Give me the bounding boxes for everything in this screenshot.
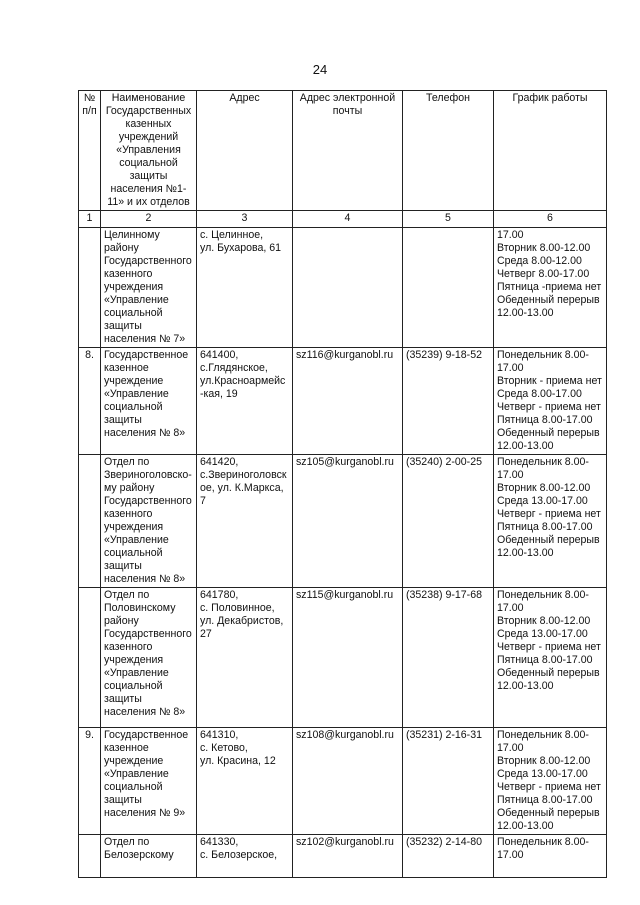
schedule-line: Понедельник 8.00- [497,729,589,741]
schedule-line: Понедельник 8.00- [497,836,589,848]
cell-schedule [494,228,607,348]
cell-number [79,228,101,348]
schedule-line: 12.00-13.00 [497,547,554,559]
cell-email: sz116@kurganobl.ru [293,348,403,455]
cell-number: 9. [79,728,101,835]
schedule-line: Обеденный перерыв [497,807,600,819]
page-number: 24 [312,62,328,77]
column-index: 3 [197,211,293,228]
schedule-line: 12.00-13.00 [497,680,554,692]
schedule-line: 12.00-13.00 [497,820,554,832]
cell-institution-name: Целинному району Государственного казенного учреждения «Управление социальной защиты населения № 7» [101,228,197,348]
cell-schedule [494,728,607,835]
schedule-line: Обеденный перерыв [497,667,600,679]
schedule-line: Пятница 8.00-17.00 [497,654,593,666]
cell-schedule [494,348,607,455]
column-index: 2 [101,211,197,228]
cell-institution-name: Отдел по Белозерскому [101,835,197,878]
schedule-line: Четверг - приема нет [497,641,601,653]
cell-phone: (35240) 2-00-25 [403,455,494,588]
cell-phone: (35232) 2-14-80 [403,835,494,878]
schedule-line: Вторник 8.00-12.00 [497,755,591,767]
schedule-line: Понедельник 8.00- [497,349,589,361]
schedule-line: Вторник 8.00-12.00 [497,482,591,494]
table-row [79,728,607,835]
schedule-line: 17.00 [497,602,524,614]
table-row [79,455,607,588]
cell-email: sz108@kurganobl.ru [293,728,403,835]
schedule-line: 12.00-13.00 [497,307,554,319]
cell-phone: (35238) 9-17-68 [403,588,494,728]
schedule-line: Среда 13.00-17.00 [497,495,588,507]
schedule-line: Обеденный перерыв [497,427,600,439]
cell-schedule [494,835,607,878]
schedule-line: Пятница 8.00-17.00 [497,521,593,533]
schedule-line: Обеденный перерыв [497,294,600,306]
cell-phone: (35239) 9-18-52 [403,348,494,455]
schedule-line: 17.00 [497,229,524,241]
cell-email: sz115@kurganobl.ru [293,588,403,728]
cell-address: 641330, с. Белозерское, [197,835,293,878]
header-phone: Телефон [403,91,494,211]
cell-email [293,228,403,348]
cell-phone: (35231) 2-16-31 [403,728,494,835]
schedule-line: Вторник - приема нет [497,375,602,387]
column-index-row [79,211,607,228]
schedule-line: Пятница 8.00-17.00 [497,414,593,426]
cell-number: 8. [79,348,101,455]
schedule-line: 17.00 [497,849,524,861]
offices-table [78,90,607,878]
column-index: 4 [293,211,403,228]
cell-schedule [494,588,607,728]
cell-email: sz105@kurganobl.ru [293,455,403,588]
schedule-line: Среда 8.00-12.00 [497,255,582,267]
cell-number [79,835,101,878]
cell-institution-name: Отдел по Половинскому району Государственного казенного учреждения «Управление социальной защиты населения № 8» [101,588,197,728]
table-header-row [79,91,607,211]
header-address: Адрес [197,91,293,211]
schedule-line: Четверг - приема нет [497,781,601,793]
header-name: Наименование Государственных казенных учреждений «Управления социальной защиты населения №1- 11» и их отделов [101,91,197,211]
schedule-line: Четверг - приема нет [497,401,601,413]
schedule-line: Пятница -приема нет [497,281,602,293]
schedule-line: Четверг - приема нет [497,508,601,520]
cell-address: 641780, с. Половинное, ул. Декабристов, 27 [197,588,293,728]
schedule-line: Среда 8.00-17.00 [497,388,582,400]
column-index: 5 [403,211,494,228]
schedule-line: Обеденный перерыв [497,534,600,546]
cell-number [79,455,101,588]
column-index: 6 [494,211,607,228]
table-row [79,588,607,728]
schedule-line: 17.00 [497,469,524,481]
schedule-line: Среда 13.00-17.00 [497,768,588,780]
cell-phone [403,228,494,348]
schedule-line: Понедельник 8.00- [497,589,589,601]
schedule-line: Вторник 8.00-12.00 [497,242,591,254]
header-schedule: График работы [494,91,607,211]
schedule-line: 12.00-13.00 [497,440,554,452]
table-row [79,835,607,878]
schedule-line: Среда 13.00-17.00 [497,628,588,640]
schedule-line: Пятница 8.00-17.00 [497,794,593,806]
schedule-line: Четверг 8.00-17.00 [497,268,590,280]
cell-number [79,588,101,728]
cell-address: 641400, с.Глядянское, ул.Красноармейс -кая, 19 [197,348,293,455]
schedule-line: 17.00 [497,362,524,374]
column-index: 1 [79,211,101,228]
schedule-line: Вторник 8.00-12.00 [497,615,591,627]
header-num: № п/п [79,91,101,211]
cell-institution-name: Государственное казенное учреждение «Управление социальной защиты населения № 9» [101,728,197,835]
cell-institution-name: Отдел по Звериноголовско- му району Государственного казенного учреждения «Управление социальной защиты населения № 8» [101,455,197,588]
cell-address: 641420, с.Звериноголовск ое, ул. К.Маркса, 7 [197,455,293,588]
cell-address: с. Целинное, ул. Бухарова, 61 [197,228,293,348]
cell-email: sz102@kurganobl.ru [293,835,403,878]
cell-institution-name: Государственное казенное учреждение «Управление социальной защиты населения № 8» [101,348,197,455]
schedule-line: 17.00 [497,742,524,754]
table-row [79,228,607,348]
cell-address: 641310, с. Кетово, ул. Красина, 12 [197,728,293,835]
schedule-line: Понедельник 8.00- [497,456,589,468]
cell-schedule [494,455,607,588]
header-email: Адрес электронной почты [293,91,403,211]
table-row [79,348,607,455]
